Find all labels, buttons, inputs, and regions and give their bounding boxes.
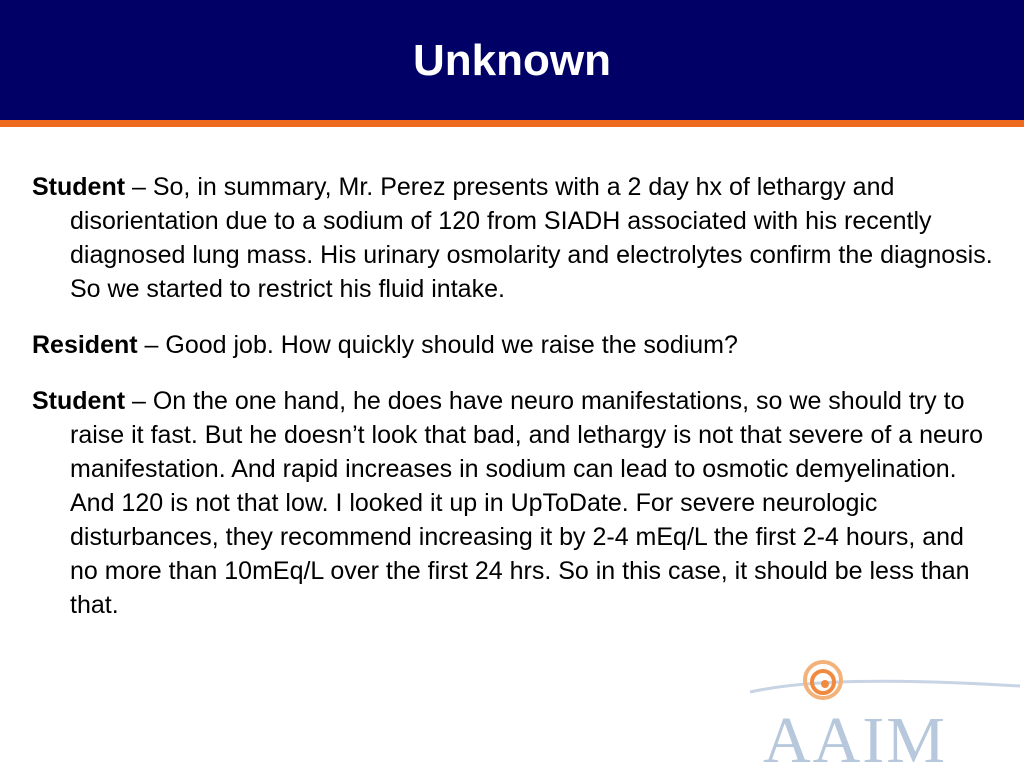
aaim-logo bbox=[745, 650, 1024, 768]
dialogue-text: – Good job. How quickly should we raise the sodium? bbox=[137, 331, 738, 359]
speaker-label: Student bbox=[32, 387, 126, 415]
dialogue-line-1 bbox=[32, 170, 997, 306]
dialogue-content bbox=[32, 170, 997, 644]
dialogue-text: – On the one hand, he does have neuro manifestations, so we should try to raise it fast. But he doesn’t look that bad, and lethargy is not that severe of a neuro manifestation. And rapid increases in sodium can lead to osmotic demyelination. And 120 is not that low. I looked it up in UpToDate. For severe neurologic disturbances, they recommend increasing it by 2-4 mEq/L the first 2-4 hours, and no more than 10mEq/L over the first 24 hrs. So in this case, it should be less than that. bbox=[70, 387, 984, 619]
aaim-swirl-logo-icon bbox=[745, 650, 1024, 768]
dialogue-line-2 bbox=[32, 328, 997, 362]
logo-text: AAIM bbox=[763, 704, 947, 768]
dialogue-text: – So, in summary, Mr. Perez presents with a 2 day hx of lethargy and disorientation due to a sodium of 120 from SIADH associated with his recently diagnosed lung mass. His urinary osmolarity and electrolytes confirm the diagnosis. So we started to restrict his fluid intake. bbox=[70, 173, 993, 303]
header-stripe bbox=[0, 120, 1024, 127]
speaker-label: Resident bbox=[32, 331, 138, 359]
slide-title: Unknown bbox=[413, 36, 611, 85]
dialogue-line-3 bbox=[32, 384, 997, 622]
speaker-label: Student bbox=[32, 173, 126, 201]
